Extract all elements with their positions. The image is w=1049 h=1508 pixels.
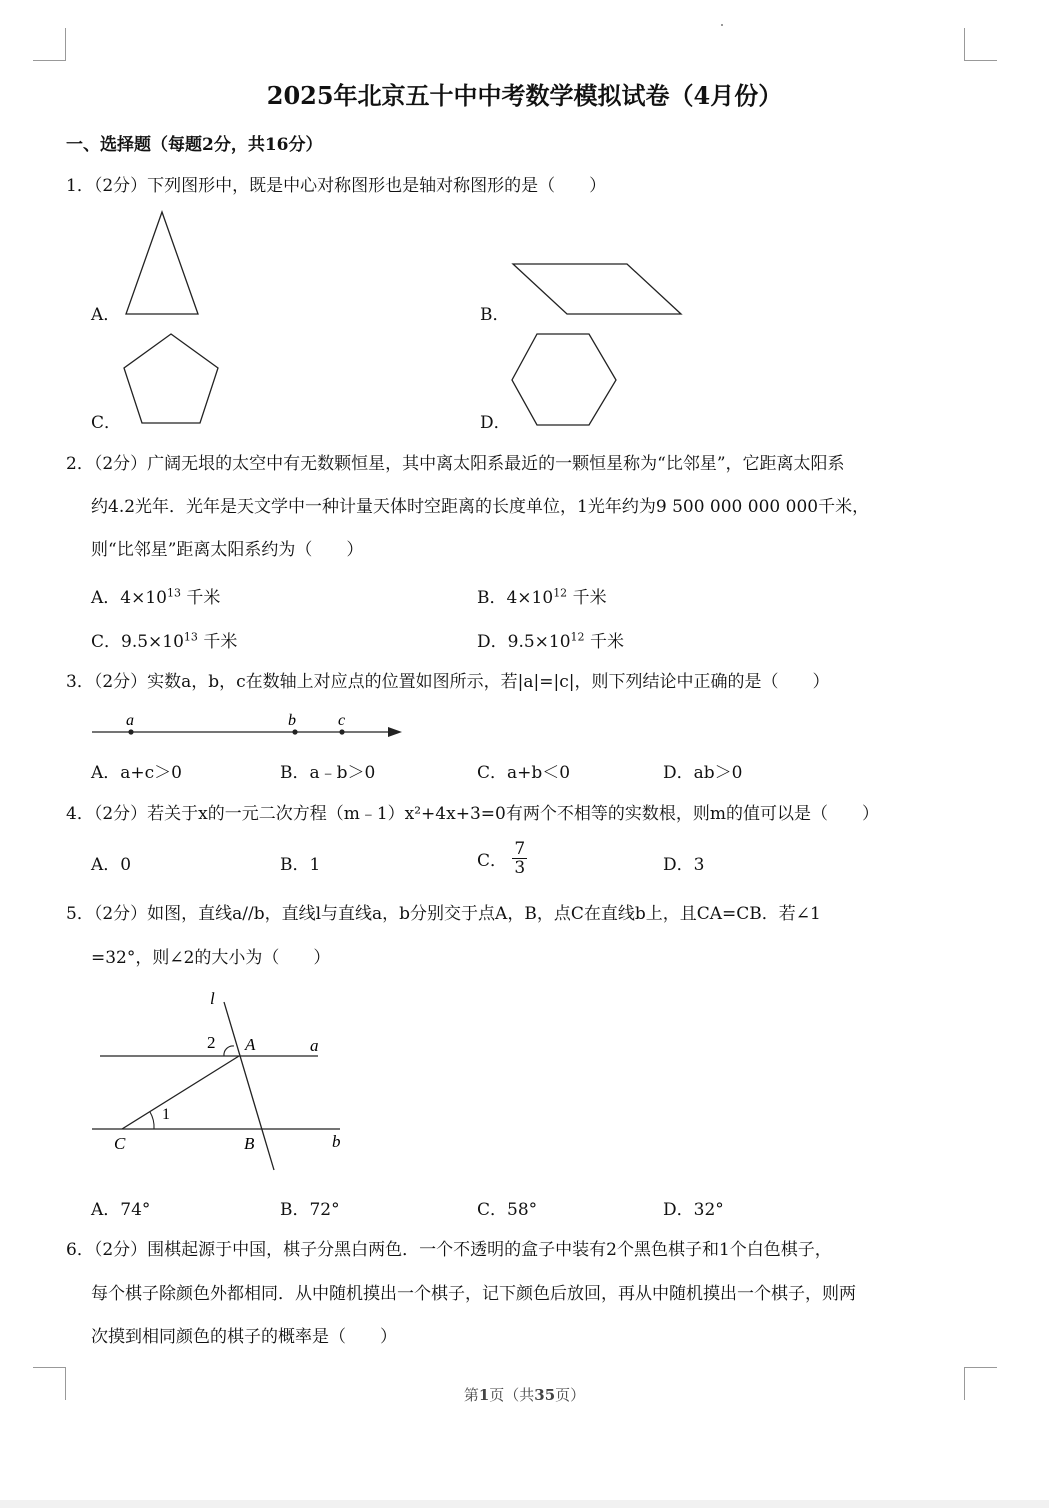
q4-option-c-label: C． [477,851,508,871]
q6-line-2: 每个棋子除颜色外都相同．从中随机摸出一个棋子，记下颜色后放回，再从中随机摸出一个棋子，则两 [91,1284,856,1304]
q1-option-a-label: A． [91,305,121,325]
footer-total-pages: 35 [534,1386,556,1404]
crop-mark-top-left [33,28,66,61]
q5-label-b: b [332,1132,341,1151]
q1-option-d-label: D． [480,413,511,433]
q5-option-d: D．32° [663,1200,724,1220]
q6-line-1: 6．（2分）围棋起源于中国，棋子分黑白两色．一个不透明的盒子中装有2个黑色棋子和1个白色棋子， [66,1240,832,1260]
q4-option-c-fraction: $\frac{7}{3}$ [514,839,526,878]
q1-triangle-figure [120,208,210,318]
q5-label-A: A [245,1035,256,1054]
q2-option-c: C．$9.5\times 10^{13}$ 千米 [91,630,238,652]
q5-label-l: l [210,989,215,1008]
q1-hexagon-figure [510,330,620,430]
q3-label-b: b [288,712,296,729]
q1-option-b-label: B． [480,305,510,325]
q4-option-c [477,840,527,877]
q4-stem: 4．（2分）若关于x的一元二次方程（m﹣1）x²+4x+3=0有两个不相等的实数根，则m的值可以是（ ） [66,804,879,824]
q2-line-1: 2．（2分）广阔无垠的太空中有无数颗恒星，其中离太阳系最近的一颗恒星称为“比邻星”，它距离太阳系 [66,454,845,474]
q5-option-b: B．72° [280,1200,340,1220]
q5-geometry-figure [90,988,360,1173]
q5-option-c: C．58° [477,1200,538,1220]
q3-stem: 3．（2分）实数a，b，c在数轴上对应点的位置如图所示，若|a|=|c|，则下列结论中正确的是（ ） [66,672,830,692]
q3-label-c: c [338,712,346,729]
q1-option-c-label: C． [91,413,122,433]
q3-number-line [88,708,408,744]
q4-option-a: A．0 [91,855,132,875]
footer-page-number: 1 [478,1386,490,1404]
q5-label-a: a [310,1036,319,1055]
q5-line-1: 5．（2分）如图，直线a//b，直线l与直线a，b分别交于点A，B，点C在直线b上，且CA=CB．若∠1 [66,904,821,924]
q1-parallelogram-figure [508,260,688,320]
q2-option-b: B．$4\times 10^{12}$ 千米 [477,586,607,608]
q4-option-b: B．1 [280,855,321,875]
q3-option-b: B．a﹣b＞0 [280,763,376,783]
q3-option-a: A．a+c＞0 [91,763,182,783]
section-heading: 一、选择题（每题2分，共16分） [66,135,323,155]
q5-label-angle-2: 2 [207,1033,216,1052]
q3-label-a: a [126,712,134,729]
q5-label-B: B [244,1134,255,1153]
q3-option-d: D．ab＞0 [663,763,743,783]
q6-line-3: 次摸到相同颜色的棋子的概率是（ ） [91,1327,397,1347]
q2-option-d: D．$9.5\times 10^{12}$ 千米 [477,630,624,652]
q3-option-c: C．a+b＜0 [477,763,571,783]
q4-option-d: D．3 [663,855,705,875]
page-footer: 第1页（共35页） [463,1386,586,1404]
q5-label-angle-1: 1 [162,1106,170,1123]
q5-line-2: =32°，则∠2的大小为（ ） [91,948,331,968]
q5-label-C: C [114,1134,126,1153]
q2-option-a: A．$4\times 10^{13}$ 千米 [91,586,221,608]
q1-stem: 1．（2分）下列图形中，既是中心对称图形也是轴对称图形的是（ ） [66,176,607,196]
speck [721,24,723,26]
crop-mark-top-right [964,28,997,61]
q2-line-3: 则“比邻星”距离太阳系约为（ ） [91,540,364,560]
q1-pentagon-figure [120,330,224,428]
page-title: 2025年北京五十中中考数学模拟试卷（4月份） [266,81,783,110]
q5-option-a: A．74° [91,1200,151,1220]
q2-line-2: 约4.2光年．光年是天文学中一种计量天体时空距离的长度单位，1光年约为9 500 000 000 000千米， [91,497,870,517]
